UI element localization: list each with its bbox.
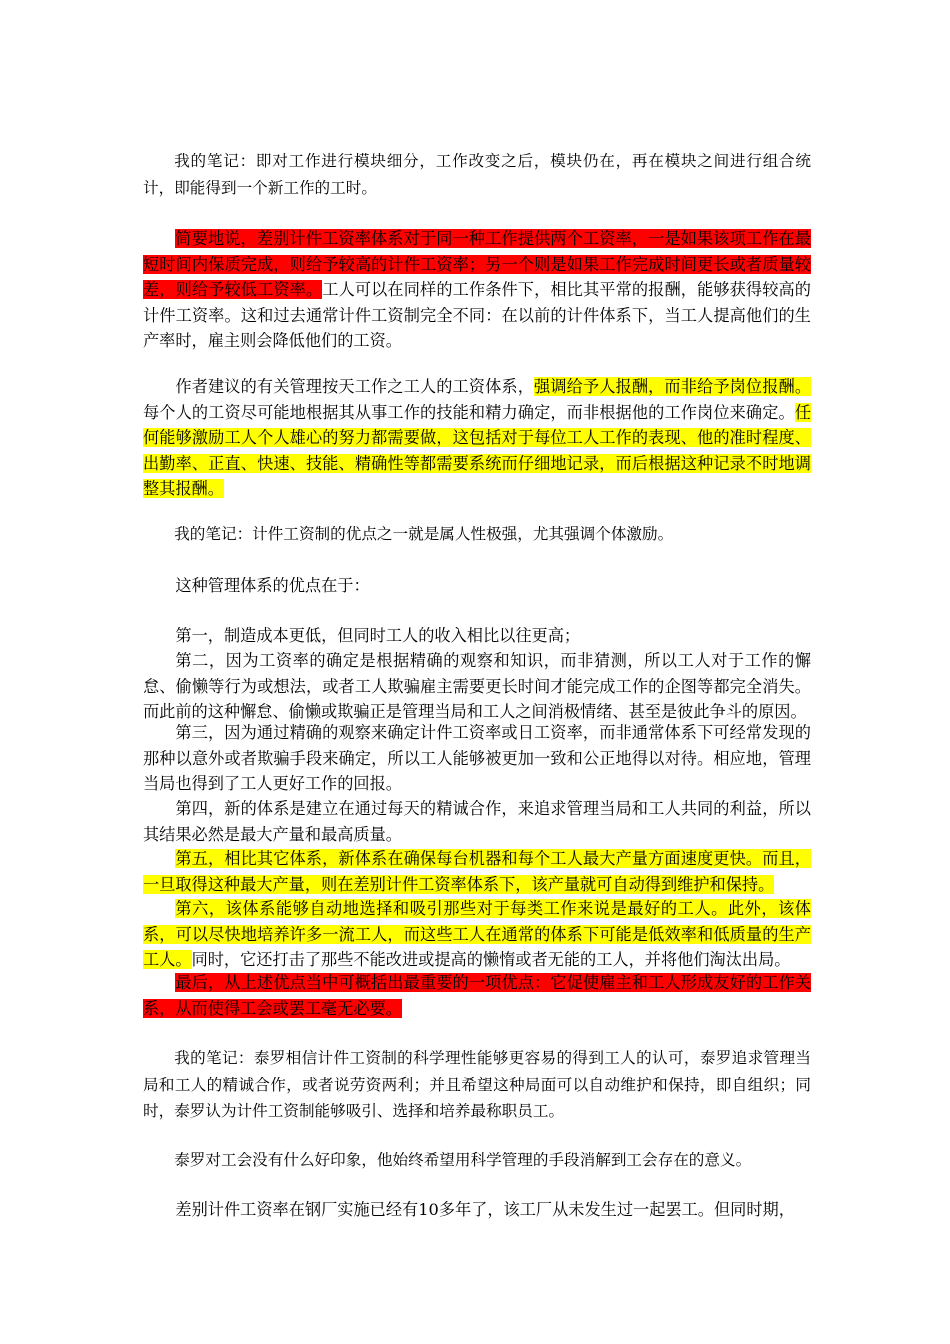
red-highlighted-text: 简要地说，差别计件工资率体系对于同一种工作提供两个工资率，一是如果该项工作在最短时间内保质完成，则给予较高的计件工资率；另一个则是如果工作完成时间更长或者质量较差，则给予较低工资率。	[143, 229, 811, 300]
paragraph-text: 第一，制造成本更低，但同时工人的收入相比以往更高；	[175, 626, 581, 645]
paragraph-text: 作者建议的有关管理按天工作之工人的工资体系，	[175, 377, 535, 396]
paragraph-text: 我的笔记：泰罗相信计件工资制的科学理性能够更容易的得到工人的认可，泰罗追求管理当局和工人的精诚合作，或者说劳资两利；并且希望这种局面可以自动维护和保持，即自组织；同时，泰罗认为计件工资制能够吸引、选择和培养最称职员工。	[143, 1049, 811, 1120]
paragraph-text: 同时，它还打击了那些不能改进或提高的懒惰或者无能的工人，并将他们淘汰出局。	[191, 950, 791, 970]
paragraph-text: 差别计件工资率在钢厂实施已经有10多年了，该工厂从未发生过一起罢工。但同时期，	[175, 1200, 795, 1219]
paragraph-text: 我的笔记：计件工资制的优点之一就是属人性极强，尤其强调个体激励。	[174, 525, 674, 543]
advantage-6	[143, 896, 811, 973]
advantage-3	[143, 720, 811, 797]
wage-system-paragraph	[143, 374, 811, 502]
closing-paragraph	[143, 1197, 811, 1223]
note-paragraph-1	[143, 148, 811, 201]
yellow-highlighted-text: 第五，相比其它体系，新体系在确保每台机器和每个工人最大产量方面速度更快。而且，一旦取得这种最大产量，则在差别计件工资率体系下，该产量就可自动得到维护和保持。	[143, 849, 811, 894]
paragraph-text: 第三，因为通过精确的观察来确定计件工资率或日工资率，而非通常体系下可经常发现的那种以意外或者欺骗手段来确定，所以工人能够被更加一致和公正地得以对待。相应地，管理当局也得到了工人更好工作的回报。	[143, 723, 811, 794]
paragraph-text: 每个人的工资尽可能地根据其从事工作的技能和精力确定，而非根据他的工作岗位来确定。	[143, 402, 795, 422]
yellow-highlighted-text: 第六，该体系能够自动地选择和吸引那些对于每类工作来说是最好的工人。此外，该体系，可以尽快地培养许多一流工人，而这些工人在通常的体系下可能是低效率和低质量的生产工人。	[143, 899, 811, 970]
advantage-4	[143, 796, 811, 847]
note-paragraph-2	[143, 521, 811, 548]
advantage-final	[143, 970, 811, 1021]
paragraph-text: 工人可以在同样的工作条件下，相比其平常的报酬，能够获得较高的计件工资率。这和过去通常计件工资制完全不同：在以前的计件体系下，当工人提高他们的生产率时，雇主则会降低他们的工资。	[143, 280, 811, 351]
advantage-1	[143, 623, 811, 649]
yellow-highlighted-text: 强调给予人报酬，而非给予岗位报酬。	[534, 377, 812, 396]
advantage-5	[143, 846, 811, 897]
paragraph-text: 第二，因为工资率的确定是根据精确的观察和知识，而非猜测，所以工人对于工作的懈怠、偷懒等行为或想法，或者工人欺骗雇主需要更长时间才能完成工作的企图等都完全消失。而此前的这种懈怠、偷懒或欺骗正是管理当局和工人之间消极情绪、甚至是彼此争斗的原因。	[143, 651, 811, 722]
yellow-highlighted-text: 任何能够激励工人个人雄心的努力都需要做，这包括对于每位工人工作的表现、他的准时程度、出勤率、正直、快速、技能、精确性等都需要系统而仔细地记录，而后根据这种记录不时地调整其报酬。	[143, 402, 811, 499]
paragraph-text: 这种管理体系的优点在于：	[175, 576, 370, 595]
differential-rate-paragraph	[143, 226, 811, 354]
paragraph-text: 第四，新的体系是建立在通过每天的精诚合作，来追求管理当局和工人共同的利益，所以其结果必然是最大产量和最高质量。	[143, 799, 811, 844]
paragraph-text: 我的笔记：即对工作进行模块细分，工作改变之后，模块仍在，再在模块之间进行组合统计，即能得到一个新工作的工时。	[143, 152, 811, 197]
note-paragraph-4	[143, 1147, 811, 1174]
advantages-intro	[143, 573, 811, 599]
paragraph-text: 泰罗对工会没有什么好印象，他始终希望用科学管理的手段消解到工会存在的意义。	[174, 1151, 752, 1169]
red-highlighted-text: 最后，从上述优点当中可概括出最重要的一项优点：它促使雇主和工人形成友好的工作关系，从而使得工会或罢工毫无必要。	[143, 973, 811, 1018]
note-paragraph-3	[143, 1045, 811, 1125]
advantage-2	[143, 648, 811, 725]
